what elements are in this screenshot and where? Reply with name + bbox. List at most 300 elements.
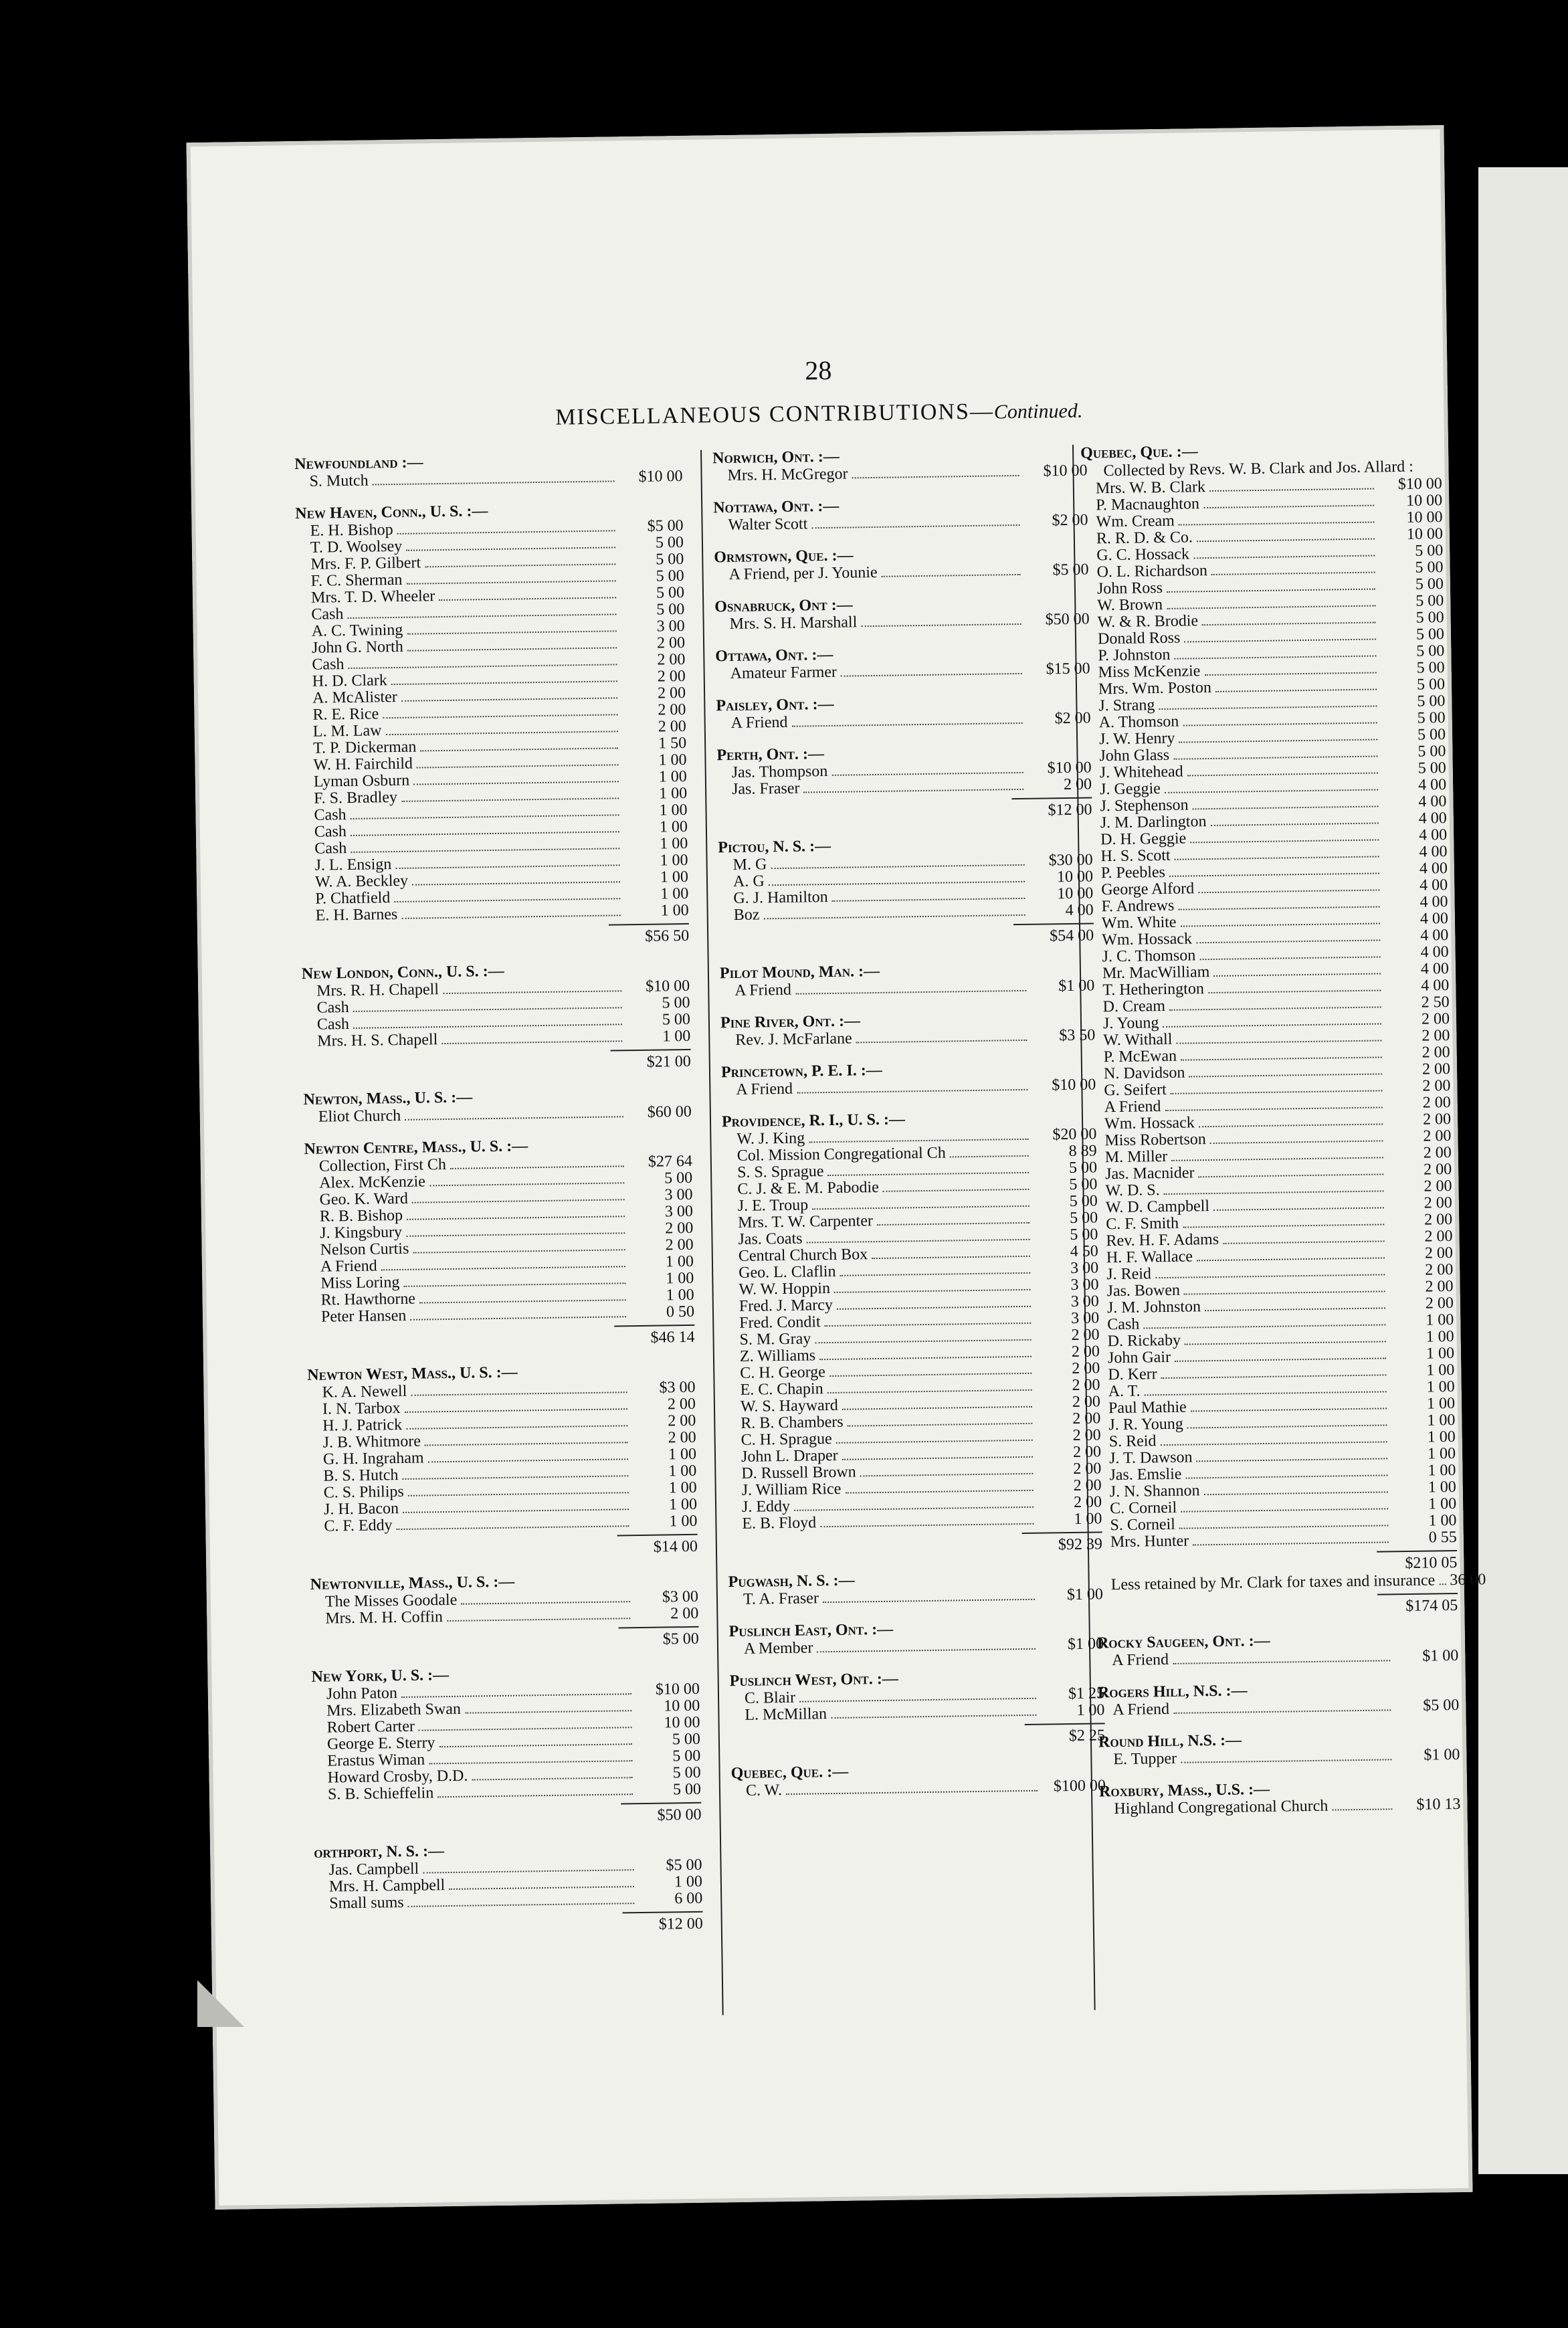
location-section	[716, 741, 1092, 824]
leader-dots	[1175, 1357, 1386, 1361]
leader-dots	[829, 1373, 1032, 1377]
contribution-amount: $100 00	[1053, 1777, 1106, 1796]
leader-dots	[386, 731, 618, 735]
leader-dots	[1165, 789, 1378, 793]
contribution-amount: 4 00	[1420, 927, 1449, 945]
contribution-amount: 2 00	[1422, 1094, 1451, 1112]
contribution-amount: 4 00	[1419, 893, 1448, 911]
contributor-name: Lyman Osburn	[313, 771, 410, 791]
contribution-amount: 3 00	[1071, 1309, 1100, 1327]
contribution-amount: 1 00	[1428, 1478, 1456, 1496]
contributor-name: Mrs. H. S. Chapell	[317, 1031, 438, 1050]
contribution-amount: 2 00	[1073, 1476, 1102, 1494]
location-heading: Puslinch East, Ont. :—	[728, 1620, 894, 1641]
leader-dots	[1197, 1257, 1385, 1261]
leader-dots	[1164, 1190, 1384, 1195]
contribution-amount: 5 00	[656, 567, 684, 585]
contributor-name: J. Whitehead	[1099, 763, 1183, 782]
contribution-amount: 2 50	[1421, 993, 1450, 1011]
contributor-name: G. C. Hossack	[1096, 545, 1190, 565]
location-heading: New Haven, Conn., U. S. :—	[295, 502, 488, 523]
list-item	[729, 1636, 1104, 1658]
contribution-amount: 5 00	[1417, 726, 1446, 744]
contributor-name: John G. North	[311, 638, 403, 657]
contributor-name: J. E. Troup	[737, 1196, 809, 1215]
leader-dots	[401, 914, 620, 919]
list-item	[716, 710, 1091, 732]
leader-dots	[413, 1249, 625, 1253]
leader-dots	[413, 781, 619, 785]
contributor-name: Cash	[312, 656, 345, 674]
list-item	[310, 1606, 698, 1628]
leader-dots	[883, 1189, 1030, 1192]
leader-dots	[406, 1425, 627, 1430]
contributor-name: A Friend	[734, 981, 792, 999]
contributor-name: Eliot Church	[318, 1106, 401, 1126]
contribution-amount: 5 00	[656, 583, 685, 602]
leader-dots	[1215, 689, 1377, 692]
leader-dots	[420, 747, 618, 751]
leader-dots	[472, 1777, 632, 1780]
contributor-name: Mrs. W. B. Clark	[1095, 478, 1206, 498]
list-item	[728, 1586, 1103, 1608]
leader-dots	[1181, 1759, 1391, 1763]
contributor-name: E. H. Bishop	[310, 521, 393, 540]
contribution-amount: 10 00	[1406, 508, 1443, 526]
contributor-name: Mrs. Hunter	[1110, 1532, 1189, 1551]
leader-dots	[1159, 706, 1377, 710]
leader-dots	[836, 1440, 1033, 1444]
contributor-name: Mrs. T. W. Carpenter	[737, 1212, 874, 1232]
leader-dots	[1197, 539, 1375, 543]
leader-dots	[1199, 1123, 1383, 1127]
leader-dots	[402, 1475, 628, 1480]
leader-dots	[1208, 989, 1381, 993]
contribution-amount: 2 00	[1422, 1110, 1452, 1129]
contribution-amount: 1 00	[1427, 1428, 1456, 1446]
title-text: MISCELLANEOUS CONTRIBUTIONS—	[555, 399, 995, 430]
leader-dots	[1171, 1157, 1383, 1161]
contributor-name: S. S. Sprague	[737, 1163, 824, 1181]
contributor-name: D. Russell Brown	[741, 1463, 856, 1482]
leader-dots	[1171, 1090, 1383, 1094]
contribution-amount: $1 00	[1422, 1646, 1459, 1665]
contributor-name: F. S. Bradley	[314, 788, 398, 807]
leader-dots	[407, 1216, 625, 1220]
contributor-name: John Gair	[1107, 1348, 1171, 1367]
contributor-name: Mrs. H. Campbell	[328, 1876, 446, 1896]
contribution-amount: $10 00	[1397, 475, 1443, 494]
contribution-amount: 5 00	[655, 533, 684, 552]
contribution-amount: 2 00	[1423, 1127, 1452, 1145]
leader-dots	[395, 864, 619, 869]
contributor-name: Geo. K. Ward	[319, 1189, 409, 1209]
leader-dots	[1181, 1508, 1388, 1512]
contribution-amount: 5 00	[1417, 743, 1446, 761]
contributor-name: S. Mutch	[309, 472, 369, 490]
total-amount: $21 00	[611, 1049, 691, 1072]
contribution-amount: 5 00	[1415, 575, 1444, 593]
contributor-name: C. H. George	[740, 1363, 826, 1382]
contribution-amount: 4 00	[1420, 960, 1450, 978]
list-item	[716, 660, 1090, 682]
contribution-amount: 2 00	[1423, 1144, 1452, 1162]
leader-dots	[1187, 1424, 1387, 1428]
leader-dots	[815, 1339, 1031, 1344]
location-section	[1099, 1778, 1461, 1818]
location-section	[302, 960, 691, 1076]
contributor-name: Mrs. F. P. Gilbert	[310, 554, 421, 573]
contributor-name: L. M. Law	[312, 722, 382, 741]
leader-dots	[407, 630, 616, 634]
contributor-name: T. A. Fraser	[743, 1589, 819, 1608]
section-total	[311, 1626, 699, 1654]
contribution-amount: 1 00	[658, 767, 688, 786]
contribution-amount: 5 00	[1416, 642, 1445, 660]
contributor-name: Less retained by Mr. Clark for taxes and insurance	[1110, 1571, 1436, 1594]
contributor-name: S. Reid	[1108, 1432, 1157, 1451]
contribution-amount: 2 00	[1071, 1343, 1100, 1361]
contributor-name: Amateur Farmer	[730, 663, 838, 682]
contributor-name: Jas. Macnider	[1105, 1164, 1195, 1183]
leader-dots	[845, 1490, 1033, 1494]
contribution-amount: 2 00	[670, 1604, 699, 1623]
contribution-amount: 5 00	[1416, 659, 1445, 677]
contribution-amount: 10 00	[1057, 884, 1094, 903]
contributor-name: Mrs. S. H. Marshall	[729, 613, 858, 634]
leader-dots	[439, 1743, 632, 1747]
contribution-amount: $3 00	[659, 1378, 696, 1397]
total-amount: $46 14	[614, 1325, 694, 1348]
contributor-name: C. F. Eddy	[324, 1517, 393, 1535]
location-heading: Ottawa, Ont. :—	[715, 646, 834, 666]
contributor-name: E. Tupper	[1113, 1749, 1177, 1769]
contribution-amount: 2 00	[1425, 1277, 1454, 1296]
contributor-name: J. T. Dawson	[1108, 1448, 1193, 1468]
contribution-amount: 2 00	[668, 1412, 696, 1430]
contributor-name: Jas. Coats	[738, 1230, 803, 1248]
contribution-amount: 1 00	[668, 1495, 698, 1514]
contributor-name: H. D. Clark	[312, 672, 387, 690]
contributor-name: L. McMillan	[745, 1705, 827, 1724]
leader-dots	[408, 1492, 629, 1496]
contributor-name: W. S. Hayward	[740, 1396, 838, 1416]
location-heading: Pugwash, N. S. :—	[728, 1571, 855, 1591]
contributor-name: J. Stephenson	[1100, 796, 1189, 815]
section-total	[730, 1723, 1105, 1750]
contributor-name: M. Miller	[1104, 1147, 1168, 1167]
contributor-name: E. C. Chapin	[740, 1380, 823, 1399]
contributor-name: Peter Hansen	[320, 1306, 407, 1326]
leader-dots	[423, 1869, 633, 1873]
leader-dots	[461, 1601, 630, 1605]
contribution-amount: 36 00	[1450, 1571, 1486, 1589]
leader-dots	[1197, 1458, 1388, 1462]
total-amount: $2 25	[1025, 1723, 1105, 1746]
contributor-name: H. S. Scott	[1100, 846, 1171, 866]
contributor-name: P. Macnaughton	[1096, 495, 1200, 514]
contributor-name: Jas. Emslie	[1109, 1465, 1182, 1484]
contributor-name: C. Corneil	[1109, 1498, 1177, 1518]
contributor-name: J. M. Darlington	[1100, 813, 1207, 832]
contribution-amount: 1 00	[1427, 1411, 1456, 1430]
leader-dots	[1203, 505, 1374, 509]
contributor-name: G. Seifert	[1104, 1080, 1167, 1100]
location-section	[721, 1058, 1096, 1098]
contribution-amount: 1 00	[660, 901, 689, 920]
contribution-amount: 0 50	[666, 1302, 695, 1321]
contribution-amount: 5 00	[1069, 1192, 1098, 1210]
leader-dots	[1161, 1374, 1387, 1379]
contribution-amount: 5 00	[1070, 1226, 1098, 1244]
contribution-amount: 1 00	[666, 1286, 694, 1304]
leader-dots	[373, 480, 615, 485]
contributor-name: A Friend, per J. Younie	[728, 563, 878, 584]
contribution-amount: 5 00	[1069, 1175, 1098, 1193]
contribution-amount: 5 00	[1415, 559, 1444, 577]
leader-dots	[1193, 1541, 1389, 1545]
contribution-amount: 3 00	[656, 617, 685, 636]
leader-dots	[443, 990, 621, 994]
contributor-name: A Friend	[1112, 1650, 1169, 1670]
contribution-amount: 2 00	[1422, 1027, 1450, 1045]
list-item	[712, 463, 1087, 485]
list-item	[721, 1076, 1096, 1098]
leader-dots	[834, 1289, 1031, 1293]
contribution-amount: 2 00	[1073, 1460, 1102, 1478]
contributor-name: Mrs. Wm. Poston	[1098, 678, 1212, 698]
contribution-amount: 1 00	[1426, 1377, 1455, 1396]
contribution-amount: $5 00	[647, 516, 684, 535]
contributor-name: Wm. White	[1101, 913, 1177, 933]
contributor-name: John Ross	[1096, 579, 1163, 598]
leader-dots	[1143, 1324, 1385, 1329]
location-section	[314, 1839, 703, 1939]
contribution-amount: 2 00	[667, 1395, 696, 1414]
location-heading: Newfoundland :—	[294, 454, 423, 474]
leader-dots	[811, 524, 1019, 528]
contributor-name: T. P. Dickerman	[312, 738, 417, 757]
contribution-amount: $30 00	[1048, 851, 1093, 870]
contribution-amount: 4 00	[1419, 876, 1448, 894]
location-heading: Rogers Hill, N.S. :—	[1097, 1682, 1248, 1702]
leader-dots	[1179, 522, 1375, 526]
list-item	[294, 468, 682, 490]
contribution-amount: 2 00	[1072, 1443, 1102, 1461]
contributor-name: J. Strang	[1098, 696, 1155, 715]
folded-corner	[197, 1980, 244, 2027]
contribution-amount: 0 55	[1428, 1528, 1457, 1547]
contributor-name: Fred. J. Marcy	[739, 1296, 834, 1315]
contribution-amount: 2 00	[658, 717, 686, 736]
leader-dots	[1167, 605, 1375, 609]
contributor-name: Wm. Cream	[1096, 512, 1175, 531]
location-section	[720, 1009, 1096, 1049]
contributor-name: Cash	[314, 806, 347, 824]
leader-dots	[348, 664, 617, 669]
leader-dots	[351, 848, 619, 853]
leader-dots	[1174, 656, 1376, 660]
leader-dots	[429, 1182, 624, 1186]
contributor-name: Miss McKenzie	[1098, 662, 1201, 682]
location-section	[1097, 1630, 1459, 1670]
contribution-amount: 4 00	[1420, 943, 1449, 961]
leader-dots	[825, 1323, 1032, 1327]
contribution-amount: 1 00	[1426, 1327, 1454, 1346]
contribution-amount: 2 00	[1072, 1376, 1100, 1394]
contributor-name: Central Church Box	[738, 1246, 868, 1265]
contributor-name: J. N. Shannon	[1109, 1482, 1200, 1501]
contribution-amount: 2 00	[1424, 1228, 1453, 1246]
contributor-name: Col. Mission Congregational Ch	[737, 1144, 946, 1165]
location-heading: Quebec, Que. :—	[730, 1763, 849, 1783]
leader-dots	[397, 530, 615, 535]
leader-dots	[882, 574, 1021, 577]
leader-dots	[347, 613, 616, 619]
location-section	[713, 494, 1088, 535]
leader-dots	[1439, 1583, 1446, 1585]
contributor-name: Cash	[316, 999, 349, 1017]
leader-dots	[842, 1456, 1033, 1460]
contribution-amount: 1 00	[1428, 1461, 1456, 1480]
contributor-name: Collection, First Ch	[318, 1156, 447, 1175]
total-amount: $92 39	[1022, 1531, 1102, 1555]
contribution-amount: 4 00	[1419, 910, 1449, 928]
contributor-name: A Friend	[736, 1080, 793, 1098]
total-amount: $54 00	[1013, 923, 1094, 946]
leader-dots	[411, 1391, 627, 1396]
leader-dots	[403, 1282, 625, 1287]
contributor-name: John Glass	[1099, 746, 1170, 765]
contribution-amount: 5 00	[1069, 1209, 1098, 1227]
leader-dots	[950, 1155, 1029, 1158]
contribution-amount: 5 00	[662, 1010, 691, 1029]
contributor-name: Jas. Fraser	[731, 779, 800, 798]
contributor-name: S. Corneil	[1110, 1515, 1176, 1535]
contribution-amount: 5 00	[1417, 692, 1446, 710]
column-1	[294, 450, 703, 1953]
leader-dots	[412, 1199, 625, 1203]
contributor-name: Fred. Condit	[739, 1313, 821, 1332]
contributor-name: S. B. Schieffelin	[327, 1784, 434, 1804]
contribution-amount: $60 00	[647, 1102, 692, 1121]
list-item	[313, 1781, 701, 1804]
leader-dots	[428, 1458, 628, 1462]
leader-dots	[827, 1172, 1029, 1176]
contributor-name: J. Kingsbury	[320, 1223, 403, 1242]
contribution-amount: 2 00	[665, 1219, 694, 1238]
leader-dots	[1210, 1140, 1383, 1144]
list-item	[730, 1702, 1104, 1724]
location-section	[722, 1108, 1102, 1559]
leader-dots	[809, 1139, 1028, 1143]
leader-dots	[353, 1024, 622, 1029]
contributor-name: J. Young	[1102, 1014, 1159, 1033]
contribution-amount: 10 00	[664, 1696, 700, 1715]
contributor-name: A Friend	[1104, 1098, 1161, 1117]
contribution-amount: 2 00	[1422, 1060, 1451, 1078]
column-3	[1080, 440, 1486, 1832]
contribution-amount: 2 00	[665, 1236, 694, 1254]
location-heading: Newton Centre, Mass., U. S. :—	[304, 1137, 528, 1158]
contributor-name: Geo. L. Claflin	[739, 1262, 836, 1282]
leader-dots	[1145, 1391, 1387, 1395]
column-2	[712, 445, 1106, 1815]
leader-dots	[1190, 839, 1379, 843]
leader-dots	[1187, 772, 1378, 776]
deduction-row	[1096, 1571, 1486, 1594]
contributor-name: Miss Robertson	[1104, 1131, 1207, 1150]
contributor-name: Robert Carter	[326, 1717, 415, 1737]
contribution-amount: 1 00	[1428, 1494, 1457, 1513]
list-item	[301, 902, 689, 925]
section-total	[313, 1802, 701, 1830]
contribution-amount: 2 00	[1072, 1359, 1100, 1377]
leader-dots	[848, 1423, 1033, 1427]
leader-dots	[408, 1903, 635, 1907]
contribution-amount: 4 00	[1065, 901, 1094, 920]
contributor-name: R. E. Rice	[312, 705, 379, 724]
contributor-name: Nelson Curtis	[320, 1240, 409, 1259]
contribution-amount: 2 00	[1424, 1244, 1454, 1262]
section-total	[717, 797, 1092, 824]
location-section	[730, 1667, 1106, 1750]
contribution-amount: 2 00	[1073, 1493, 1102, 1511]
contributor-name: P. Johnston	[1098, 646, 1171, 665]
contributor-name: Highland Congregational Church	[1114, 1797, 1329, 1818]
adjacent-page-edge	[1478, 167, 1568, 2174]
contributor-name: Cash	[1107, 1315, 1140, 1334]
contributor-name: A. G	[732, 872, 765, 890]
location-section	[307, 1361, 698, 1561]
leader-dots	[1181, 923, 1380, 927]
leader-dots	[791, 722, 1022, 727]
contribution-amount: 5 00	[656, 600, 685, 619]
section-total	[306, 1325, 694, 1352]
contribution-amount: 5 00	[672, 1747, 701, 1765]
leader-dots	[1155, 1274, 1385, 1278]
contributor-name: George Alford	[1101, 880, 1195, 899]
contributor-name: Boz	[733, 906, 760, 924]
leader-dots	[1186, 1474, 1388, 1478]
contribution-amount: 5 00	[1415, 625, 1445, 644]
leader-dots	[861, 623, 1021, 627]
leader-dots	[812, 1205, 1030, 1210]
contribution-amount: 1 00	[658, 751, 687, 769]
contribution-amount: 10 00	[1405, 492, 1443, 510]
contributor-name: A Friend	[1112, 1700, 1170, 1719]
contribution-amount: 1 00	[668, 1462, 697, 1480]
list-item	[717, 776, 1092, 798]
leader-dots	[417, 764, 619, 768]
contribution-amount: 2 00	[1425, 1294, 1454, 1313]
contributor-name: Jas. Thompson	[731, 762, 828, 781]
contributor-name: C. Blair	[744, 1688, 796, 1707]
section-note: Collected by Revs. W. B. Clark and Jos. Allard :	[1103, 458, 1413, 480]
title-continued: Continued.	[993, 399, 1083, 423]
location-heading: Nottawa, Ont. :—	[713, 497, 840, 517]
contributor-name: T. D. Woolsey	[310, 537, 403, 557]
leader-dots	[1163, 1023, 1381, 1028]
location-heading: Roxbury, Mass., U.S. :—	[1098, 1780, 1270, 1801]
leader-dots	[1213, 1207, 1384, 1211]
list-item	[713, 512, 1088, 535]
total-amount: $5 00	[619, 1626, 699, 1650]
leader-dots	[817, 1648, 1036, 1653]
leader-dots	[1165, 1106, 1383, 1111]
contribution-amount: $10 13	[1416, 1795, 1461, 1814]
location-heading: Princetown, P. E. I. :—	[720, 1061, 882, 1082]
